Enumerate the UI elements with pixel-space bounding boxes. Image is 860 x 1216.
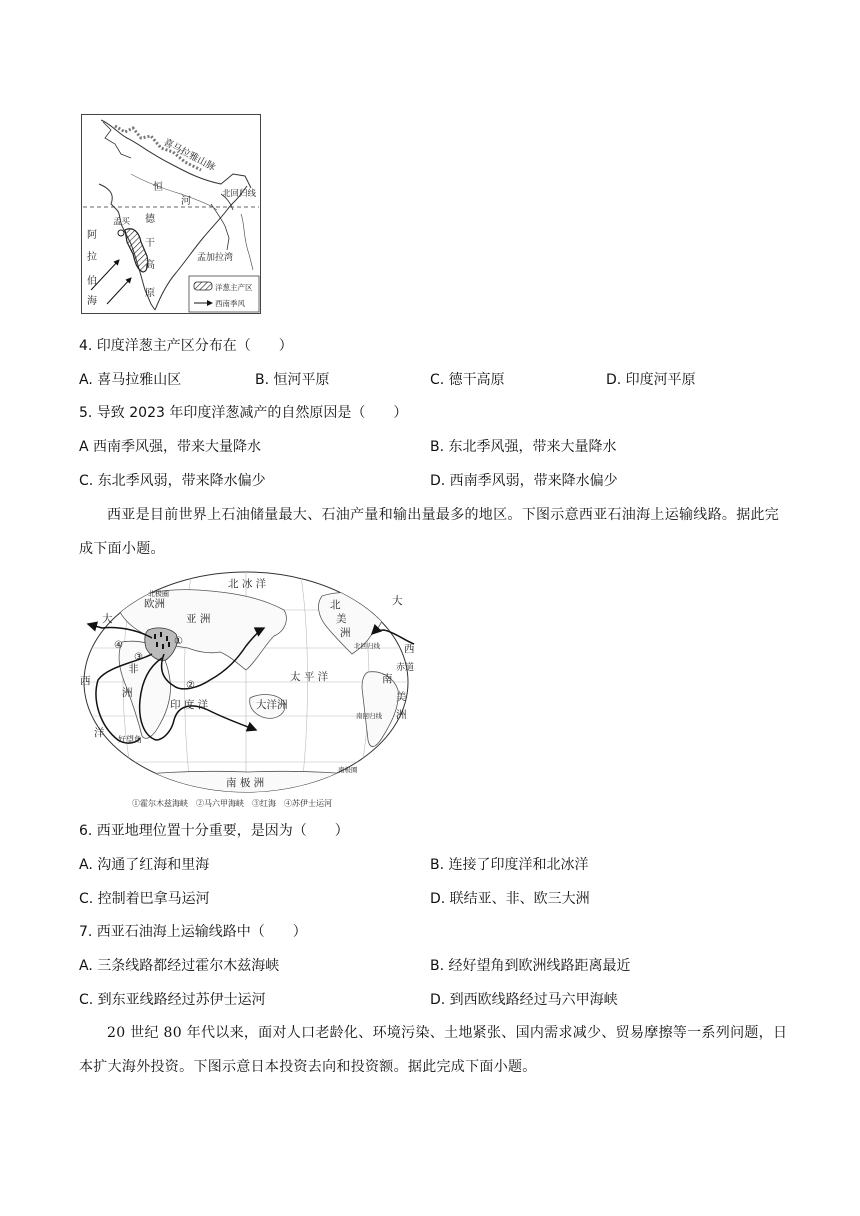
q6-option-c[interactable]: C. 控制着巴拿马运河: [79, 891, 210, 907]
svg-text:南: 南: [382, 673, 393, 685]
q6-stem: 6. 西亚地理位置十分重要，是因为（ ）: [79, 823, 349, 839]
svg-text:欧洲: 欧洲: [144, 598, 165, 610]
q6-option-d[interactable]: D. 联结亚、非、欧三大洲: [430, 891, 590, 907]
svg-text:高: 高: [145, 260, 155, 271]
svg-text:干: 干: [145, 238, 155, 249]
svg-text:西: 西: [80, 675, 91, 687]
svg-text:洲: 洲: [122, 687, 133, 699]
svg-text:洋: 洋: [94, 727, 105, 739]
svg-text:亚 洲: 亚 洲: [186, 613, 211, 625]
west-asia-oil-routes-map: [78, 570, 418, 812]
svg-text:海: 海: [87, 296, 97, 307]
q7-option-c[interactable]: C. 到东亚线路经过苏伊士运河: [79, 992, 266, 1008]
svg-text:北回归线: 北回归线: [354, 642, 380, 650]
q5-option-d[interactable]: D. 西南季风弱，带来降水偏少: [430, 473, 618, 489]
svg-text:④: ④: [114, 640, 123, 651]
q5-stem: 5. 导致 2023 年印度洋葱减产的自然原因是（ ）: [79, 405, 408, 421]
svg-text:南回归线: 南回归线: [356, 712, 382, 720]
svg-text:③: ③: [134, 652, 143, 663]
intro-west-asia: 西亚是目前世界上石油储量最大、石油产量和输出量最多的地区。下图示意西亚石油海上运输线路。据此完成下面小题。: [79, 507, 780, 557]
q7-option-a[interactable]: A. 三条线路都经过霍尔木兹海峡: [79, 958, 280, 974]
svg-text:南极圈: 南极圈: [338, 766, 358, 774]
india-onion-map: [81, 114, 261, 314]
svg-text:洋葱主产区: 洋葱主产区: [215, 283, 253, 292]
q7-stem: 7. 西亚石油海上运输线路中（ ）: [79, 924, 307, 940]
q6-option-a[interactable]: A. 沟通了红海和里海: [79, 857, 210, 873]
svg-text:孟买: 孟买: [113, 217, 131, 227]
svg-text:大洋洲: 大洋洲: [256, 699, 288, 711]
q5-option-a[interactable]: A 西南季风强，带来大量降水: [79, 439, 262, 455]
svg-text:德: 德: [145, 214, 155, 225]
mumbai-point: [118, 230, 124, 236]
svg-text:北: 北: [330, 599, 341, 611]
q4-option-d[interactable]: D. 印度河平原: [606, 372, 696, 388]
q7-option-b[interactable]: B. 经好望角到欧洲线路距离最近: [430, 958, 631, 974]
onion-legend-swatch: [194, 282, 212, 290]
svg-text:①: ①: [174, 636, 183, 647]
svg-text:②: ②: [186, 680, 195, 691]
svg-text:洲: 洲: [396, 709, 407, 721]
svg-text:北回归线: 北回归线: [222, 189, 257, 199]
q4-stem: 4. 印度洋葱主产区分布在（ ）: [79, 338, 293, 354]
svg-text:赤道: 赤道: [396, 663, 415, 673]
q7-option-d[interactable]: D. 到西欧线路经过马六甲海峡: [430, 992, 618, 1008]
svg-text:美: 美: [396, 691, 407, 703]
svg-text:大: 大: [392, 595, 403, 607]
svg-text:北极圈: 北极圈: [148, 590, 169, 598]
q6-option-b[interactable]: B. 连接了印度洋和北冰洋: [430, 857, 589, 873]
q4-option-a[interactable]: A. 喜马拉雅山区: [79, 372, 182, 388]
svg-text:好望角: 好望角: [118, 735, 142, 744]
svg-text:西: 西: [404, 643, 415, 655]
q5-option-c[interactable]: C. 东北季风弱，带来降水偏少: [79, 473, 266, 489]
svg-text:美: 美: [336, 613, 347, 625]
svg-text:拉: 拉: [87, 252, 97, 263]
svg-text:恒: 恒: [153, 182, 163, 193]
q5-option-b[interactable]: B. 东北季风强，带来大量降水: [430, 439, 617, 455]
svg-text:印 度 洋: 印 度 洋: [170, 699, 209, 711]
q4-option-b[interactable]: B. 恒河平原: [255, 372, 330, 388]
svg-text:北 冰 洋: 北 冰 洋: [228, 578, 267, 590]
svg-text:南 极 洲: 南 极 洲: [226, 777, 265, 789]
svg-text:阿: 阿: [87, 230, 97, 241]
svg-text:河: 河: [181, 196, 191, 207]
svg-text:洲: 洲: [340, 627, 351, 639]
map-caption: ①霍尔木兹海峡 ②马六甲海峡 ③红海 ④苏伊士运河: [132, 799, 332, 808]
svg-text:大: 大: [102, 613, 113, 625]
svg-text:伯: 伯: [87, 276, 97, 287]
q4-option-c[interactable]: C. 德干高原: [430, 372, 505, 388]
svg-text:喜马拉雅山脉: 喜马拉雅山脉: [161, 136, 218, 174]
svg-text:非: 非: [128, 663, 139, 675]
svg-text:太 平 洋: 太 平 洋: [290, 671, 329, 683]
svg-text:原: 原: [145, 288, 155, 299]
svg-text:孟加拉湾: 孟加拉湾: [197, 253, 234, 263]
intro-japan: 20 世纪 80 年代以来，面对人口老龄化、环境污染、土地紧张、国内需求减少、贸易摩擦等一系列问题，日本扩大海外投资。下图示意日本投资去向和投资额。据此完成下面小题。: [79, 1025, 788, 1075]
svg-text:西南季风: 西南季风: [215, 299, 245, 308]
